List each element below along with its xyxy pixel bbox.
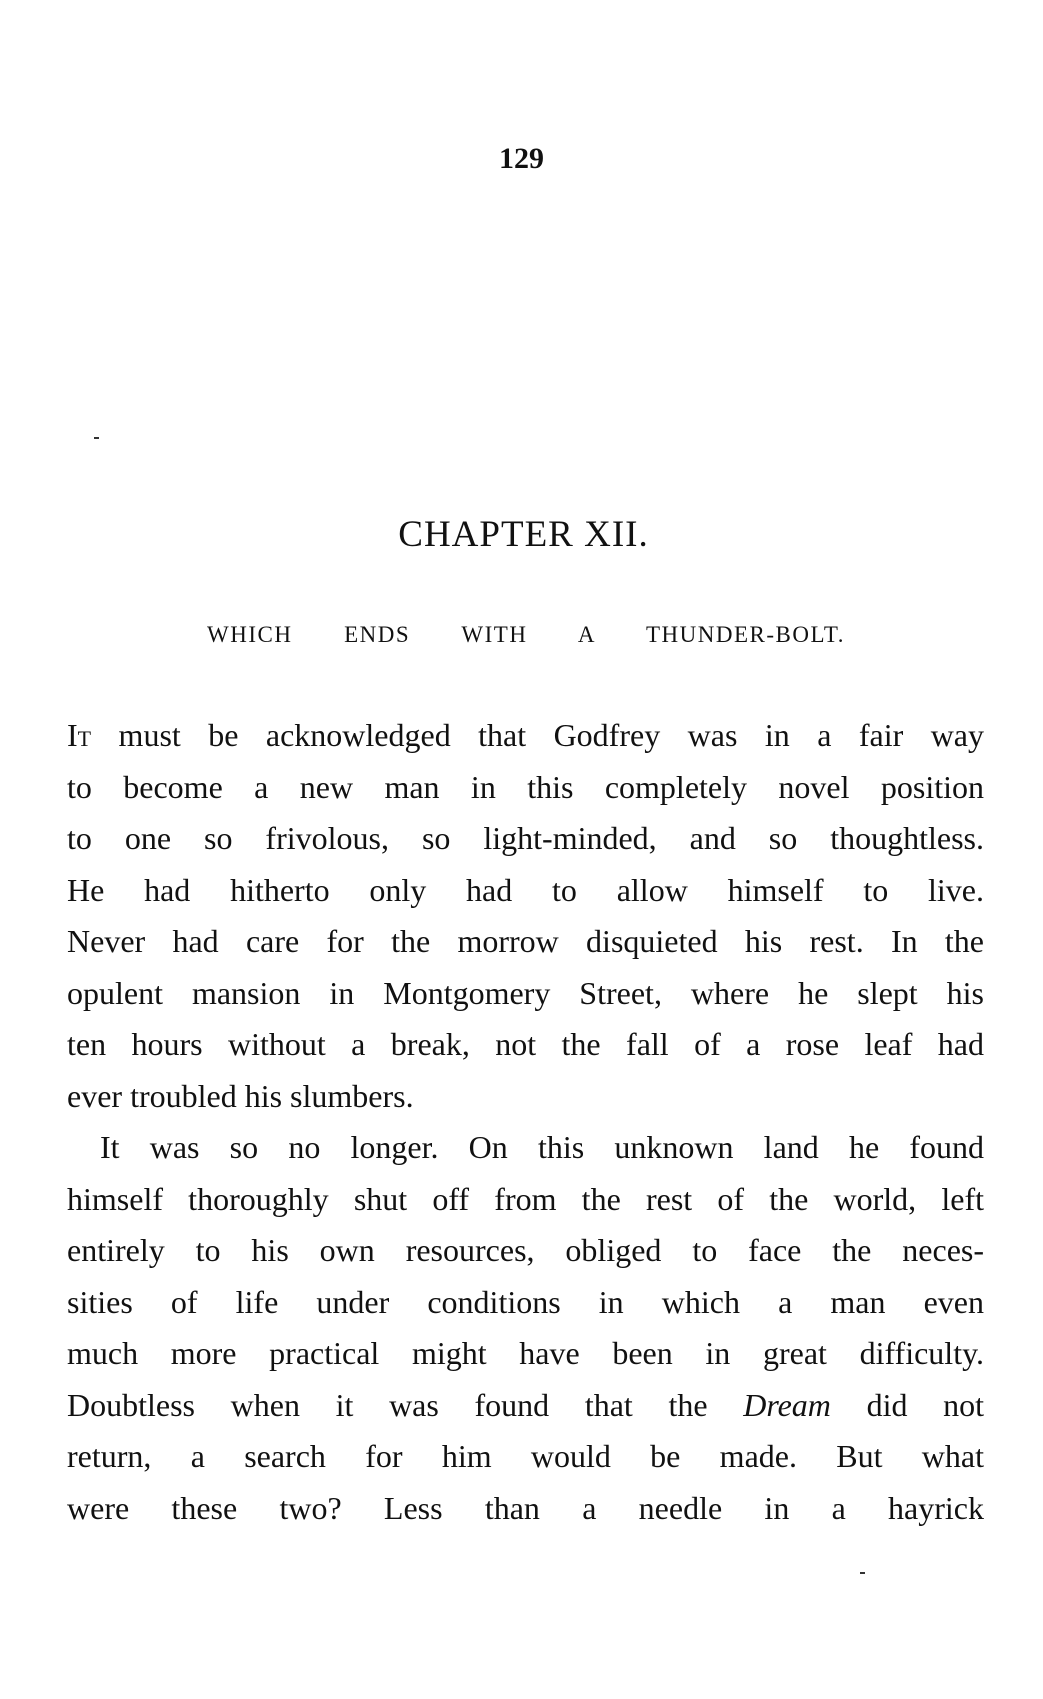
text-line: much more practical might have been in great difficulty.: [67, 1335, 984, 1371]
text-line: entirely to his own resources, obliged to face the neces-: [67, 1232, 984, 1268]
text-line: sities of life under conditions in which a man even: [67, 1283, 984, 1320]
text-line: He had hitherto only had to allow himself to live.: [67, 871, 984, 908]
print-speck: [94, 437, 99, 439]
text-line: It was so no longer. On this unknown land he found: [100, 1129, 984, 1165]
text-line: [67, 710, 984, 762]
print-speck: [860, 1572, 865, 1574]
text-line: ever troubled his slumbers.: [67, 1077, 414, 1114]
ship-name-italic: Dream: [743, 1386, 831, 1423]
chapter-title: CHAPTER XII.: [398, 514, 649, 555]
line-text: did not: [830, 1386, 985, 1423]
page-number: 129: [499, 142, 544, 175]
chapter-subtitle: WHICH ENDS WITH A THUNDER-BOLT.: [207, 622, 845, 647]
text-line: ten hours without a break, not the fall of a rose leaf had: [67, 1026, 984, 1062]
text-line: return, a search for him would be made. But what: [67, 1438, 984, 1474]
text-line: opulent mansion in Montgomery Street, where he slept his: [67, 974, 984, 1011]
text-line: were these two? Less than a needle in a hayrick: [67, 1489, 984, 1526]
text-line: to become a new man in this completely novel position: [67, 768, 984, 805]
text-line: Never had care for the morrow disquieted his rest. In the: [67, 923, 984, 959]
text-line: [67, 1380, 984, 1432]
line-text: Doubtless when it was found that the: [67, 1386, 744, 1423]
text-line: himself thoroughly shut off from the rest of the world, left: [67, 1180, 984, 1217]
text-line: to one so frivolous, so light-minded, and so thoughtless.: [67, 820, 984, 856]
drop-lead-word: It: [67, 717, 92, 753]
line-text: must be acknowledged that Godfrey was in a fair way: [91, 717, 984, 753]
body-text: [67, 710, 984, 1534]
